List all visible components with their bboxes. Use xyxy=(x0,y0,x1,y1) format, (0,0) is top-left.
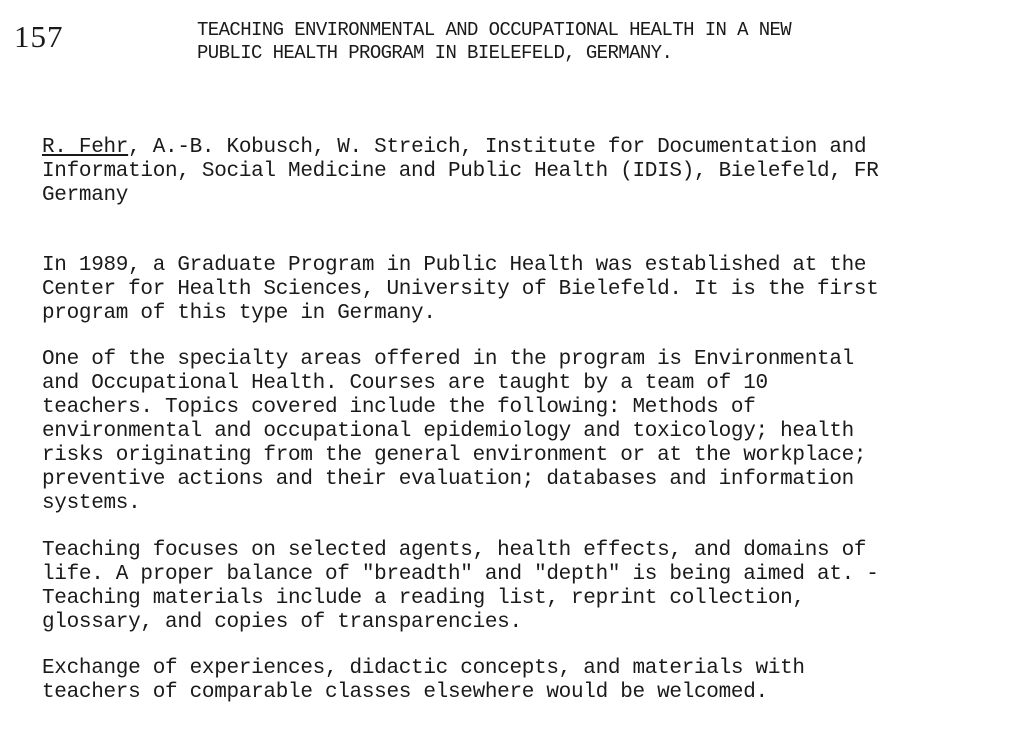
co-authors: , A.-B. Kobusch, W. Streich, Institute for Documentation and xyxy=(128,136,867,159)
paragraph-program-intro xyxy=(42,254,879,326)
title-line: PUBLIC HEALTH PROGRAM IN BIELEFELD, GERMANY. xyxy=(197,42,673,64)
text-line: Exchange of experiences, didactic concepts, and materials with xyxy=(42,657,805,680)
text-line: Teaching focuses on selected agents, health effects, and domains of xyxy=(42,539,867,562)
text-line: life. A proper balance of "breadth" and "depth" is being aimed at. - xyxy=(42,563,879,586)
text-line: glossary, and copies of transparencies. xyxy=(42,611,522,634)
title-line: TEACHING ENVIRONMENTAL AND OCCUPATIONAL HEALTH IN A NEW xyxy=(197,19,792,41)
text-line: systems. xyxy=(42,492,141,515)
text-line: In 1989, a Graduate Program in Public Health was established at the xyxy=(42,254,867,277)
affiliation-line: Information, Social Medicine and Public Health (IDIS), Bielefeld, FR xyxy=(42,160,879,183)
author-affiliation xyxy=(42,136,879,208)
presenting-author: R. Fehr xyxy=(42,136,129,159)
text-line: Center for Health Sciences, University of Bielefeld. It is the first xyxy=(42,278,879,301)
text-line: and Occupational Health. Courses are taught by a team of 10 xyxy=(42,372,768,395)
text-line: teachers. Topics covered include the following: Methods of xyxy=(42,396,756,419)
text-line: Teaching materials include a reading list, reprint collection, xyxy=(42,587,805,610)
text-line: environmental and occupational epidemiology and toxicology; health xyxy=(42,420,854,443)
text-line: program of this type in Germany. xyxy=(42,302,436,325)
text-line: teachers of comparable classes elsewhere would be welcomed. xyxy=(42,681,768,704)
abstract-number: 157 xyxy=(14,19,64,54)
text-line: One of the specialty areas offered in the program is Environmental xyxy=(42,348,854,371)
paragraph-exchange xyxy=(42,657,805,705)
affiliation-line: Germany xyxy=(42,184,129,207)
abstract-title xyxy=(197,19,791,65)
paragraph-teaching-focus xyxy=(42,539,879,635)
paragraph-specialty-areas xyxy=(42,348,866,516)
text-line: preventive actions and their evaluation; databases and information xyxy=(42,468,854,491)
text-line: risks originating from the general environment or at the workplace; xyxy=(42,444,867,467)
author-line xyxy=(42,136,879,160)
